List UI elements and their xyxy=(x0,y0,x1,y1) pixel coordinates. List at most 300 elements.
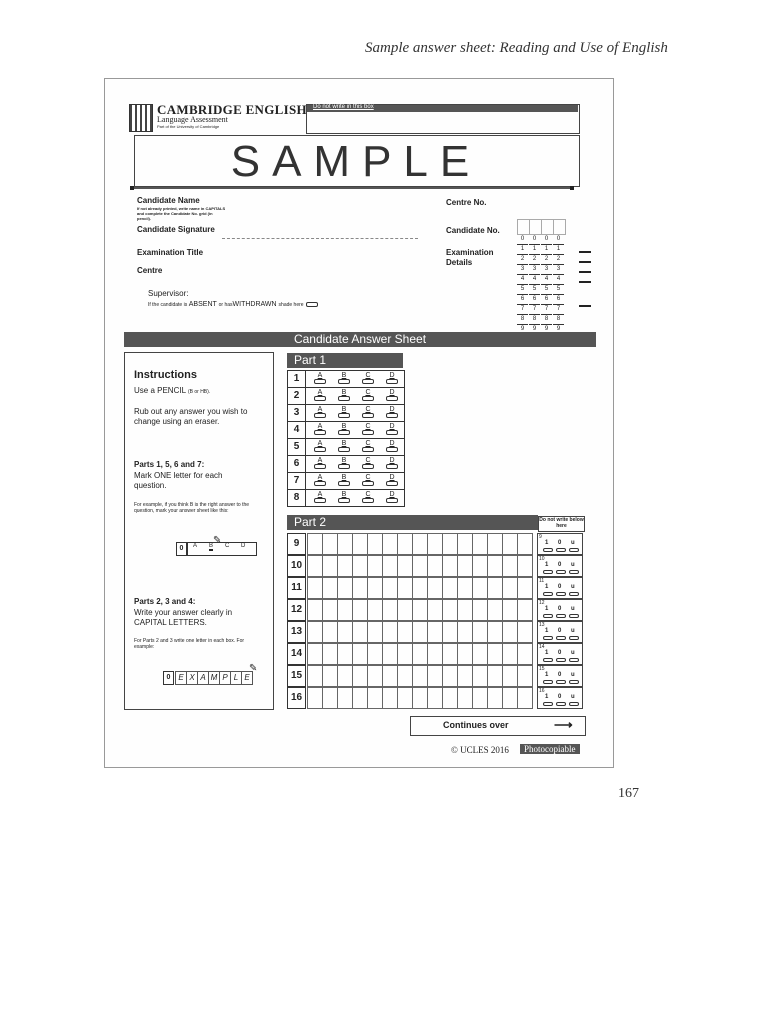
mark-label: 0 xyxy=(558,540,562,546)
answer-option-b[interactable] xyxy=(337,372,351,384)
answer-option-d[interactable] xyxy=(385,389,399,401)
mark-label: 0 xyxy=(558,672,562,678)
letter-box[interactable] xyxy=(457,687,473,709)
answer-option-b[interactable] xyxy=(337,440,351,452)
digit-bubble[interactable]: 2 xyxy=(517,255,528,265)
letter-box[interactable] xyxy=(412,599,428,621)
option-letter: D xyxy=(389,440,395,447)
digit-bubble[interactable]: 0 xyxy=(529,235,540,245)
letter-box[interactable] xyxy=(322,665,338,687)
answer-option-a[interactable] xyxy=(313,389,327,401)
digit-bubble[interactable]: 9 xyxy=(517,325,528,335)
letter-box[interactable] xyxy=(307,665,323,687)
mark-label: 0 xyxy=(558,584,562,590)
option-bubble[interactable] xyxy=(386,498,398,503)
example-letter-box: L xyxy=(230,671,242,685)
instructions-heading: Instructions xyxy=(134,369,197,381)
option-bubble[interactable] xyxy=(362,447,374,452)
letter-box[interactable] xyxy=(502,577,518,599)
letter-box[interactable] xyxy=(382,665,398,687)
letter-box[interactable] xyxy=(487,621,503,643)
option-bubble[interactable] xyxy=(386,413,398,418)
digit-bubble[interactable]: 5 xyxy=(517,285,528,295)
letter-box[interactable] xyxy=(397,687,413,709)
mark-bubble xyxy=(543,702,553,706)
digit-bubble[interactable]: 6 xyxy=(517,295,528,305)
candidate-digit-column[interactable] xyxy=(529,219,541,335)
option-bubble[interactable] xyxy=(386,464,398,469)
answer-option-a[interactable] xyxy=(313,423,327,435)
letter-box[interactable] xyxy=(352,533,368,555)
letter-box[interactable] xyxy=(322,599,338,621)
letter-box[interactable] xyxy=(442,555,458,577)
letter-box[interactable] xyxy=(442,577,458,599)
letter-box[interactable] xyxy=(337,599,353,621)
letter-box[interactable] xyxy=(472,687,488,709)
letter-box[interactable] xyxy=(442,599,458,621)
digit-bubble[interactable]: 1 xyxy=(553,245,564,255)
answer-option-b[interactable] xyxy=(337,423,351,435)
letter-box[interactable] xyxy=(517,599,533,621)
option-bubble[interactable] xyxy=(338,481,350,486)
letter-box[interactable] xyxy=(412,687,428,709)
digit-bubble[interactable]: 2 xyxy=(529,255,540,265)
letter-box[interactable] xyxy=(367,687,383,709)
letter-box[interactable] xyxy=(442,643,458,665)
answer-option-a[interactable] xyxy=(313,457,327,469)
absent-shade-box[interactable] xyxy=(306,302,318,307)
centre-no-label: Centre No. xyxy=(446,198,487,207)
letter-box[interactable] xyxy=(367,665,383,687)
answer-option-a[interactable] xyxy=(313,372,327,384)
option-letter: B xyxy=(341,491,347,498)
answer-option-d[interactable] xyxy=(385,491,399,503)
answer-option-c[interactable] xyxy=(361,491,375,503)
part2-question-number: 9 xyxy=(287,533,306,555)
option-bubble[interactable] xyxy=(314,498,326,503)
letter-box[interactable] xyxy=(472,599,488,621)
letter-box[interactable] xyxy=(472,533,488,555)
letter-box[interactable] xyxy=(487,555,503,577)
office-use-label: Do not write in this box xyxy=(313,104,374,110)
digit-bubble[interactable]: 1 xyxy=(517,245,528,255)
letter-box[interactable] xyxy=(337,665,353,687)
letter-box[interactable] xyxy=(517,577,533,599)
option-bubble[interactable] xyxy=(338,413,350,418)
letter-box[interactable] xyxy=(322,687,338,709)
example-note: For example, if you think B is the right answer to the question, mark your answer sheet like this: xyxy=(134,502,250,514)
letter-box[interactable] xyxy=(502,687,518,709)
digit-bubble[interactable]: 0 xyxy=(541,235,552,245)
letter-box[interactable] xyxy=(307,577,323,599)
examiner-mark-box xyxy=(537,643,583,665)
answer-option-d[interactable] xyxy=(385,372,399,384)
mark-label: 1 xyxy=(545,606,549,612)
examination-details-label: Examination Details xyxy=(446,248,494,267)
letter-box[interactable] xyxy=(307,599,323,621)
part1-question-number: 5 xyxy=(287,438,306,456)
digit-bubble[interactable]: 7 xyxy=(529,305,540,315)
letter-box[interactable] xyxy=(517,643,533,665)
letter-box[interactable] xyxy=(322,577,338,599)
mark-label: u xyxy=(571,650,575,656)
option-bubble[interactable] xyxy=(362,498,374,503)
option-bubble[interactable] xyxy=(314,413,326,418)
option-letter: A xyxy=(317,423,323,430)
letter-box[interactable] xyxy=(307,555,323,577)
option-bubble[interactable] xyxy=(386,430,398,435)
example-option: D xyxy=(241,543,246,549)
option-bubble[interactable] xyxy=(314,464,326,469)
letter-box[interactable] xyxy=(352,687,368,709)
letter-box[interactable] xyxy=(427,599,443,621)
letter-box[interactable] xyxy=(427,643,443,665)
part2-answer-row xyxy=(287,577,581,597)
digit-bubble[interactable]: 8 xyxy=(553,315,564,325)
letter-box[interactable] xyxy=(412,643,428,665)
letter-box[interactable] xyxy=(397,621,413,643)
letter-box[interactable] xyxy=(352,665,368,687)
signature-line[interactable] xyxy=(222,238,418,239)
option-letter: C xyxy=(365,406,371,413)
candidate-digit-column[interactable] xyxy=(541,219,553,335)
digit-bubble[interactable]: 7 xyxy=(517,305,528,315)
digit-bubble[interactable]: 7 xyxy=(541,305,552,315)
answer-option-c[interactable] xyxy=(361,423,375,435)
digit-entry-box[interactable] xyxy=(553,219,566,235)
digit-bubble[interactable]: 3 xyxy=(529,265,540,275)
letter-box[interactable] xyxy=(502,599,518,621)
letter-box[interactable] xyxy=(457,555,473,577)
option-bubble[interactable] xyxy=(338,396,350,401)
part2-answer-row xyxy=(287,687,581,707)
centre-label: Centre xyxy=(137,266,163,275)
letter-box[interactable] xyxy=(382,621,398,643)
option-bubble[interactable] xyxy=(314,430,326,435)
letter-box[interactable] xyxy=(337,555,353,577)
answer-option-a[interactable] xyxy=(313,440,327,452)
digit-bubble[interactable]: 2 xyxy=(541,255,552,265)
digit-bubble[interactable]: 9 xyxy=(541,325,552,335)
letter-box[interactable] xyxy=(382,643,398,665)
digit-bubble[interactable]: 6 xyxy=(529,295,540,305)
examiner-mark-box xyxy=(537,533,583,555)
letter-box[interactable] xyxy=(457,643,473,665)
option-bubble[interactable] xyxy=(314,379,326,384)
option-letter: C xyxy=(365,440,371,447)
mark-bubble xyxy=(569,592,579,596)
timing-mark xyxy=(579,271,591,273)
digit-bubble[interactable]: 9 xyxy=(553,325,564,335)
part2-bar: Part 2 xyxy=(287,515,538,530)
letter-box[interactable] xyxy=(397,555,413,577)
option-letter: A xyxy=(317,474,323,481)
digit-bubble[interactable]: 6 xyxy=(541,295,552,305)
letter-box[interactable] xyxy=(337,577,353,599)
letter-box[interactable] xyxy=(412,533,428,555)
digit-bubble[interactable]: 6 xyxy=(553,295,564,305)
digit-bubble[interactable]: 5 xyxy=(529,285,540,295)
digit-bubble[interactable]: 1 xyxy=(529,245,540,255)
pencil-icon: ✎ xyxy=(213,535,222,546)
letter-box[interactable] xyxy=(487,687,503,709)
letter-box[interactable] xyxy=(442,621,458,643)
letter-box[interactable] xyxy=(472,555,488,577)
part2-answer-row xyxy=(287,555,581,575)
digit-bubble[interactable]: 2 xyxy=(553,255,564,265)
option-letter: D xyxy=(389,389,395,396)
letter-box[interactable] xyxy=(307,533,323,555)
arrow-right-icon: ⟶ xyxy=(554,717,573,732)
option-bubble[interactable] xyxy=(338,498,350,503)
letter-box[interactable] xyxy=(427,533,443,555)
mark-bubble xyxy=(543,548,553,552)
letter-box[interactable] xyxy=(322,555,338,577)
digit-bubble[interactable]: 3 xyxy=(517,265,528,275)
letter-box[interactable] xyxy=(352,577,368,599)
option-bubble[interactable] xyxy=(386,481,398,486)
digit-bubble[interactable]: 8 xyxy=(517,315,528,325)
letter-box[interactable] xyxy=(502,555,518,577)
letter-box[interactable] xyxy=(457,621,473,643)
shade-here-text: shade here xyxy=(278,302,304,308)
digit-bubble[interactable]: 3 xyxy=(541,265,552,275)
option-bubble[interactable] xyxy=(386,379,398,384)
answer-option-a[interactable] xyxy=(313,491,327,503)
letter-box[interactable] xyxy=(337,643,353,665)
letter-box[interactable] xyxy=(412,555,428,577)
letter-box[interactable] xyxy=(367,599,383,621)
answer-option-c[interactable] xyxy=(361,440,375,452)
letter-box[interactable] xyxy=(502,621,518,643)
option-letter: B xyxy=(341,372,347,379)
letter-box[interactable] xyxy=(397,577,413,599)
letter-box[interactable] xyxy=(397,665,413,687)
option-letter: D xyxy=(389,474,395,481)
option-bubble[interactable] xyxy=(362,396,374,401)
digit-bubble[interactable]: 0 xyxy=(517,235,528,245)
candidate-digit-column[interactable] xyxy=(517,219,529,335)
letter-box[interactable] xyxy=(382,599,398,621)
digit-bubble[interactable]: 8 xyxy=(541,315,552,325)
letter-box[interactable] xyxy=(472,621,488,643)
option-bubble[interactable] xyxy=(338,430,350,435)
digit-bubble[interactable]: 3 xyxy=(553,265,564,275)
option-bubble[interactable] xyxy=(386,396,398,401)
examiner-mark-box xyxy=(537,665,583,687)
examiner-mark-box xyxy=(537,577,583,599)
letter-box[interactable] xyxy=(367,533,383,555)
answer-option-c[interactable] xyxy=(361,372,375,384)
answer-option-b[interactable] xyxy=(337,457,351,469)
option-bubble[interactable] xyxy=(314,447,326,452)
digit-bubble[interactable]: 4 xyxy=(517,275,528,285)
letter-box[interactable] xyxy=(517,687,533,709)
mark-question-number: 13 xyxy=(539,622,545,628)
option-bubble[interactable] xyxy=(338,464,350,469)
letter-box[interactable] xyxy=(382,555,398,577)
parts-234-label: Parts 2, 3 and 4: xyxy=(134,597,196,606)
option-bubble[interactable] xyxy=(362,379,374,384)
letter-box[interactable] xyxy=(457,577,473,599)
candidate-name-note: If not already printed, write name in CAPITALS and complete the Candidate No. grid (in pencil). xyxy=(137,206,226,221)
letter-box[interactable] xyxy=(442,533,458,555)
mark-label: u xyxy=(571,584,575,590)
digit-bubble[interactable]: 4 xyxy=(541,275,552,285)
letter-box[interactable] xyxy=(427,621,443,643)
letter-box[interactable] xyxy=(472,643,488,665)
answer-option-b[interactable] xyxy=(337,474,351,486)
digit-bubble[interactable]: 4 xyxy=(529,275,540,285)
examiner-mark-box xyxy=(537,599,583,621)
letter-box[interactable] xyxy=(352,599,368,621)
letter-box[interactable] xyxy=(502,643,518,665)
letter-box[interactable] xyxy=(487,599,503,621)
mark-bubble xyxy=(543,614,553,618)
part2-answer-row xyxy=(287,621,581,641)
option-bubble[interactable] xyxy=(362,464,374,469)
letter-box[interactable] xyxy=(382,577,398,599)
letter-box[interactable] xyxy=(457,665,473,687)
supervisor-label: Supervisor: xyxy=(148,289,189,298)
letter-box[interactable] xyxy=(367,621,383,643)
letter-box[interactable] xyxy=(487,643,503,665)
digit-bubble[interactable]: 1 xyxy=(541,245,552,255)
option-letter: A xyxy=(317,457,323,464)
digit-bubble[interactable]: 5 xyxy=(553,285,564,295)
example-letter-box: P xyxy=(219,671,231,685)
answer-option-b[interactable] xyxy=(337,406,351,418)
letter-box[interactable] xyxy=(427,555,443,577)
letter-box[interactable] xyxy=(412,621,428,643)
letter-box[interactable] xyxy=(397,599,413,621)
digit-bubble[interactable]: 8 xyxy=(529,315,540,325)
answer-option-c[interactable] xyxy=(361,389,375,401)
mark-bubble xyxy=(569,614,579,618)
letter-box[interactable] xyxy=(487,577,503,599)
letter-box[interactable] xyxy=(337,687,353,709)
letter-box[interactable] xyxy=(487,533,503,555)
letter-box[interactable] xyxy=(322,643,338,665)
answer-option-a[interactable] xyxy=(313,474,327,486)
answer-option-d[interactable] xyxy=(385,457,399,469)
pencil-icon: ✎ xyxy=(249,663,258,674)
option-bubble[interactable] xyxy=(314,481,326,486)
part2-question-number: 11 xyxy=(287,577,306,599)
option-bubble[interactable] xyxy=(314,396,326,401)
answer-option-a[interactable] xyxy=(313,406,327,418)
letter-box[interactable] xyxy=(412,665,428,687)
letter-box[interactable] xyxy=(457,599,473,621)
digit-bubble[interactable]: 5 xyxy=(541,285,552,295)
answer-option-c[interactable] xyxy=(361,474,375,486)
digit-bubble[interactable]: 4 xyxy=(553,275,564,285)
example-option: A xyxy=(193,543,198,549)
answer-option-d[interactable] xyxy=(385,440,399,452)
option-bubble[interactable] xyxy=(362,430,374,435)
timing-mark xyxy=(579,251,591,253)
letter-box[interactable] xyxy=(427,665,443,687)
letter-box[interactable] xyxy=(397,533,413,555)
letter-box[interactable] xyxy=(352,555,368,577)
letter-box[interactable] xyxy=(382,533,398,555)
letter-box[interactable] xyxy=(427,577,443,599)
option-letter: D xyxy=(389,406,395,413)
letter-box[interactable] xyxy=(337,533,353,555)
letter-box[interactable] xyxy=(307,621,323,643)
letter-box[interactable] xyxy=(517,621,533,643)
letter-box[interactable] xyxy=(517,665,533,687)
answer-option-c[interactable] xyxy=(361,457,375,469)
letter-box[interactable] xyxy=(307,687,323,709)
letter-box[interactable] xyxy=(382,687,398,709)
brand-subtitle-2: Part of the University of Cambridge xyxy=(157,124,220,129)
mark-bubble xyxy=(556,702,566,706)
letter-box[interactable] xyxy=(487,665,503,687)
answer-option-d[interactable] xyxy=(385,423,399,435)
letter-box[interactable] xyxy=(367,555,383,577)
letter-box[interactable] xyxy=(397,643,413,665)
answer-option-d[interactable] xyxy=(385,406,399,418)
sample-watermark: SAMPLE xyxy=(230,137,482,186)
letter-box[interactable] xyxy=(337,621,353,643)
letter-box[interactable] xyxy=(412,577,428,599)
mark-label: 1 xyxy=(545,628,549,634)
letter-box[interactable] xyxy=(322,533,338,555)
letter-box[interactable] xyxy=(367,643,383,665)
letter-box[interactable] xyxy=(517,555,533,577)
letter-box[interactable] xyxy=(352,621,368,643)
candidate-digit-column[interactable] xyxy=(553,219,565,335)
mark-bubble xyxy=(556,636,566,640)
letter-box[interactable] xyxy=(352,643,368,665)
example-letter-box: M xyxy=(208,671,220,685)
digit-bubble[interactable]: 9 xyxy=(529,325,540,335)
mark-label: 0 xyxy=(558,694,562,700)
mark-label: 1 xyxy=(545,694,549,700)
digit-bubble[interactable]: 0 xyxy=(553,235,564,245)
digit-bubble[interactable]: 7 xyxy=(553,305,564,315)
letter-box[interactable] xyxy=(517,533,533,555)
withdrawn-text: WITHDRAWN xyxy=(232,301,277,308)
answer-option-d[interactable] xyxy=(385,474,399,486)
answer-option-c[interactable] xyxy=(361,406,375,418)
mark-label: u xyxy=(571,672,575,678)
option-bubble[interactable] xyxy=(362,413,374,418)
letter-box[interactable] xyxy=(442,665,458,687)
mark-label: 0 xyxy=(558,606,562,612)
letter-box[interactable] xyxy=(472,577,488,599)
letter-box[interactable] xyxy=(502,665,518,687)
mark-label: u xyxy=(571,540,575,546)
letter-box[interactable] xyxy=(502,533,518,555)
letter-box[interactable] xyxy=(472,665,488,687)
letter-box[interactable] xyxy=(307,643,323,665)
letter-box[interactable] xyxy=(442,687,458,709)
example-options xyxy=(187,542,257,556)
option-bubble[interactable] xyxy=(362,481,374,486)
answer-option-b[interactable] xyxy=(337,389,351,401)
answer-option-b[interactable] xyxy=(337,491,351,503)
letter-box[interactable] xyxy=(427,687,443,709)
option-bubble[interactable] xyxy=(386,447,398,452)
option-bubble[interactable] xyxy=(338,447,350,452)
letter-box[interactable] xyxy=(457,533,473,555)
part1-options-row xyxy=(305,387,405,405)
letter-box[interactable] xyxy=(367,577,383,599)
letter-box[interactable] xyxy=(322,621,338,643)
option-bubble[interactable] xyxy=(338,379,350,384)
